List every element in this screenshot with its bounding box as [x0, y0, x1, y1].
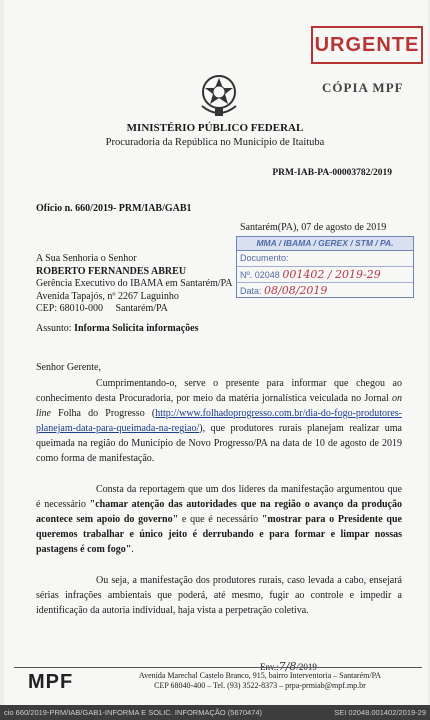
copy-mpf-stamp: CÓPIA MPF	[322, 80, 404, 95]
procuradoria-subtitle: Procuradoria da República no Município de Itaituba	[105, 137, 325, 148]
p1-online: on line	[36, 393, 402, 419]
reception-stamp-date-row	[237, 283, 413, 298]
reception-stamp-header: MMA / IBAMA / GEREX / STM / PA.	[237, 237, 413, 251]
number-handwritten: 001402 / 2019-29	[282, 268, 381, 281]
date-label: Data:	[240, 286, 262, 296]
addressee-street: Avenida Tapajós, nº 2267 Laguinho	[36, 290, 179, 302]
p1-text-c: ), que produtores rurais planejam realizar uma queimada na região do Município de Novo Progresso/PA na data de 10 de agosto de 2019 como forma de manifestação.	[36, 423, 402, 464]
p1-text-a: Cumprimentando-o, serve o presente para informar que chegou ao conhecimento desta Procuradoria, por meio da matéria jornalística veiculada no Jornal	[36, 378, 402, 404]
env-year: /2019	[296, 662, 317, 672]
status-bar-left: cio 660/2019-PRM/IAB/GAB1-INFORMA E SOLIC. INFORMAÇÃO (5670474)	[4, 708, 263, 717]
paragraph-2	[36, 482, 402, 557]
addressee-block	[36, 253, 233, 316]
document-reference: PRM-IAB-PA-00003782/2019	[272, 168, 392, 178]
date-line: Santarém(PA), 07 de agosto de 2019	[240, 222, 387, 233]
subject-text: Informa Solicita informações	[74, 323, 199, 334]
greeting: Senhor Gerente,	[36, 362, 101, 373]
news-link[interactable]: http://www.folhadoprogresso.com.br/dia-do-fogo-produtores-planejam-data-para-queimada-na-regiao/	[36, 408, 402, 434]
status-bar-right: SEI 02048.001402/2019-29	[334, 708, 426, 717]
p2-quote-2: "mostrar para o Presidente que queremos trabalhar e único jeito é derrubando e para formar e limpar nossas pastagens é com fogo"	[36, 514, 402, 555]
date-handwritten: 08/08/2019	[264, 284, 328, 297]
document-label: Documento:	[240, 253, 289, 263]
footer-line-1: Avenida Marechal Castelo Branco, 915, bairro Interventoria – Santarém/PA	[138, 671, 382, 680]
addressee-org: Gerência Executivo do IBAMA em Santarém/PA	[36, 278, 233, 289]
mpf-logo: MPF	[28, 671, 74, 693]
addressee-city: Santarém/PA	[115, 303, 168, 314]
footer-address	[110, 671, 410, 691]
p2-text-b: e que é necessário	[178, 514, 262, 525]
p2-text-c: .	[131, 544, 134, 555]
subject-label: Assunto:	[36, 323, 72, 334]
oficio-number: Ofício n. 660/2019- PRM/IAB/GAB1	[36, 203, 192, 214]
urgent-stamp: URGENTE	[311, 26, 423, 64]
document-status-bar	[0, 705, 430, 720]
addressee-cep: CEP: 68010-000	[36, 303, 103, 314]
number-label: Nº. 02048	[240, 270, 280, 280]
env-handwritten: 7/8	[278, 660, 297, 673]
addressee-name: ROBERTO FERNANDES ABREU	[36, 265, 187, 277]
env-label: Env.:	[260, 662, 279, 672]
reception-stamp-document-row	[237, 251, 413, 267]
paragraph-1	[36, 376, 402, 466]
p1-text-b: Folha do Progresso (	[51, 408, 156, 419]
coat-of-arms-icon	[196, 70, 242, 120]
ministry-title: MINISTÉRIO PÚBLICO FEDERAL	[126, 122, 304, 134]
addressee-salutation: A Sua Senhoria o Senhor	[36, 253, 137, 264]
addressee-cep-city	[36, 303, 233, 316]
reception-stamp	[236, 236, 414, 298]
paragraph-3: Ou seja, a manifestação dos produtores rurais, caso levada a cabo, ensejará sérias infrações ambientais que poderá, até mesmo, fugir ao controle e impedir a identificação da autoria individual, haja vista a perpetração coletiva.	[36, 575, 402, 616]
p2-text-a: Consta da reportagem que um dos líderes da manifestação argumentou que é necessário	[36, 484, 402, 510]
reception-stamp-number-row	[237, 267, 413, 283]
subject-line	[36, 323, 199, 334]
p2-quote-1: "chamar atenção das autoridades que na região o avanço da produção acontece sem apoio do governo"	[36, 499, 402, 525]
footer-line-2: CEP 68040-400 – Tel. (93) 3522-8373 – prpa-prmiab@mpf.mp.br	[154, 681, 366, 690]
